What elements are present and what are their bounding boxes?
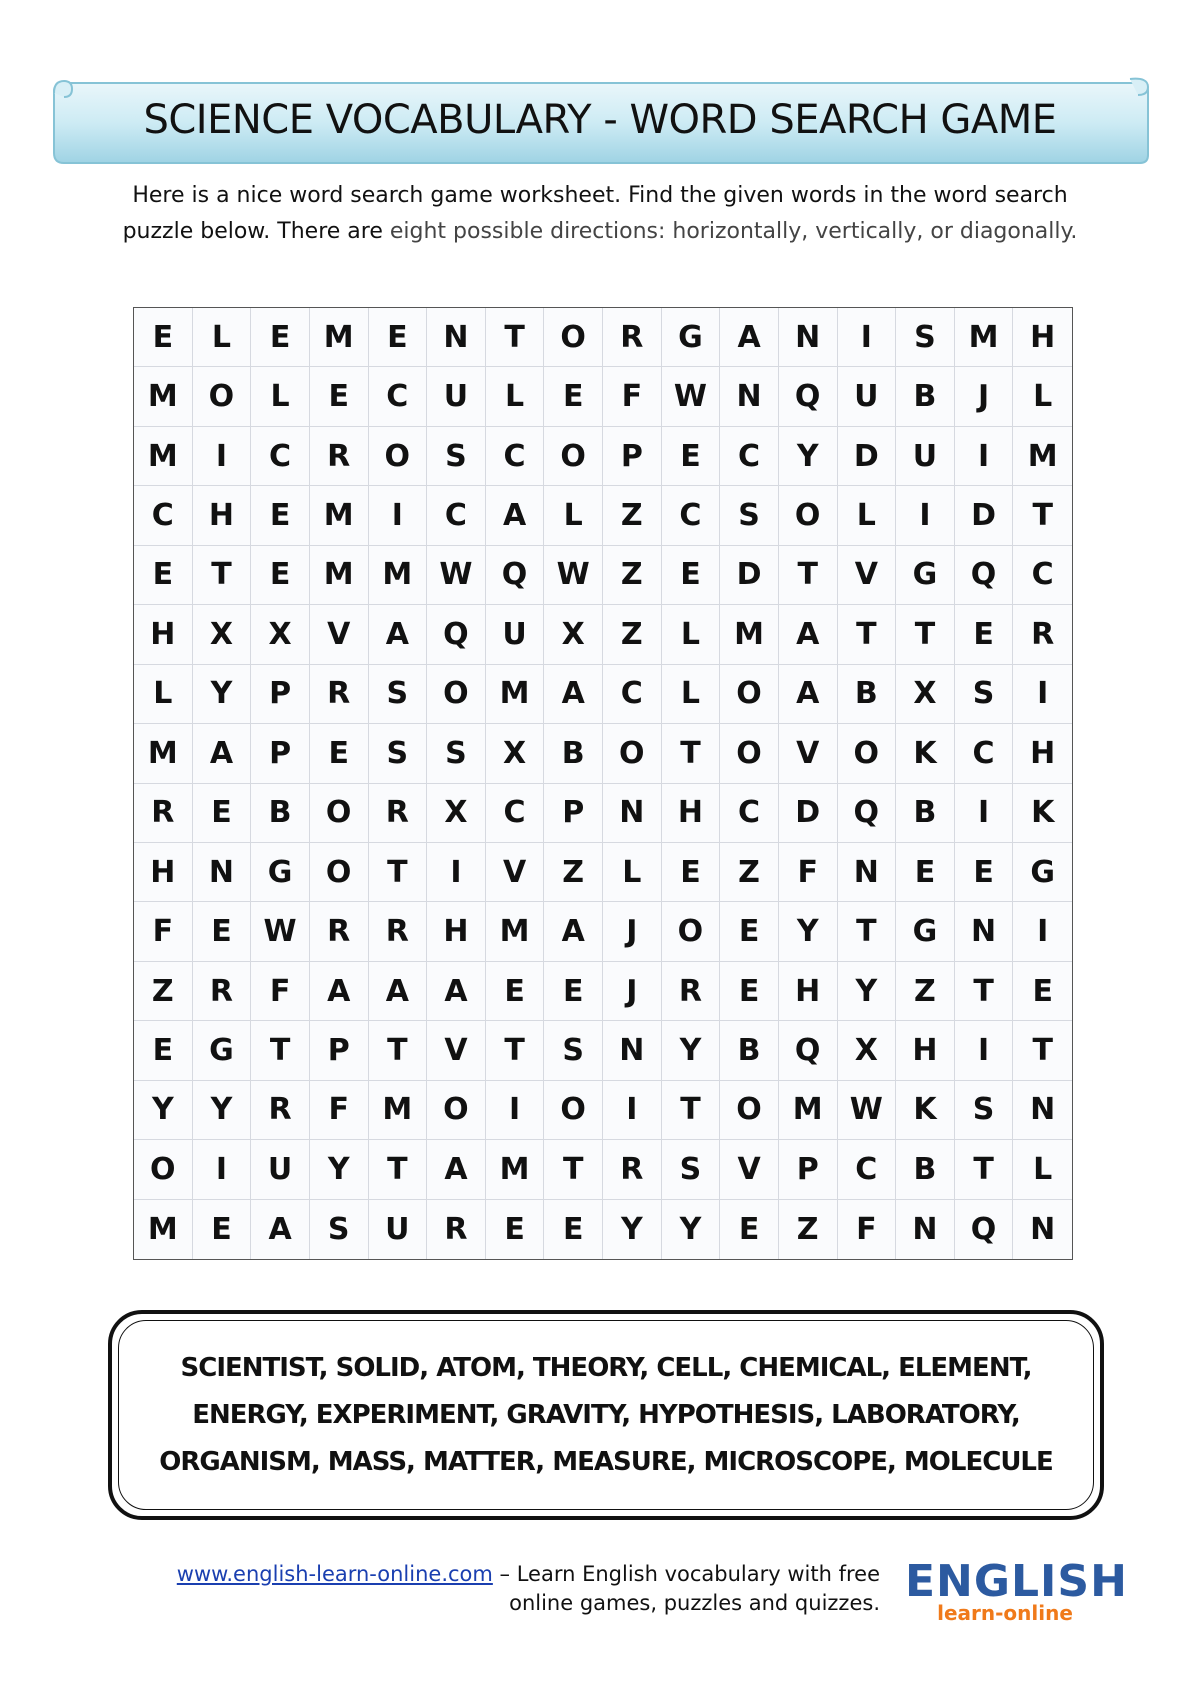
grid-cell: T (955, 962, 1014, 1021)
grid-cell: O (544, 308, 603, 367)
grid-cell: Y (193, 1081, 252, 1140)
grid-cell: B (544, 724, 603, 783)
grid-cell: L (251, 367, 310, 426)
grid-cell: N (603, 1021, 662, 1080)
brand-logo (905, 1556, 1128, 1625)
grid-cell: Y (310, 1140, 369, 1199)
grid-cell: T (369, 1021, 428, 1080)
grid-cell: A (427, 1140, 486, 1199)
grid-cell: A (720, 308, 779, 367)
grid-cell: G (896, 546, 955, 605)
grid-cell: I (1013, 902, 1072, 961)
grid-cell: I (193, 1140, 252, 1199)
grid-cell: L (662, 665, 721, 724)
logo-sub-text: learn-online (937, 1601, 1073, 1625)
grid-cell: L (603, 843, 662, 902)
grid-cell: E (544, 1200, 603, 1259)
grid-cell: E (662, 843, 721, 902)
grid-cell: E (193, 1200, 252, 1259)
grid-cell: Z (544, 843, 603, 902)
grid-cell: H (1013, 724, 1072, 783)
grid-cell: Q (486, 546, 545, 605)
grid-cell: M (134, 367, 193, 426)
grid-cell: R (369, 902, 428, 961)
grid-cell: W (251, 902, 310, 961)
grid-cell: I (427, 843, 486, 902)
grid-cell: R (193, 962, 252, 1021)
grid-cell: M (369, 546, 428, 605)
grid-cell: O (662, 902, 721, 961)
grid-cell: P (544, 784, 603, 843)
grid-cell: A (369, 605, 428, 664)
grid-cell: S (427, 724, 486, 783)
grid-cell: M (486, 665, 545, 724)
grid-cell: A (193, 724, 252, 783)
grid-cell: H (427, 902, 486, 961)
grid-cell: M (486, 902, 545, 961)
grid-cell: T (955, 1140, 1014, 1199)
grid-cell: R (310, 665, 369, 724)
grid-cell: X (251, 605, 310, 664)
grid-cell: C (662, 486, 721, 545)
grid-cell: S (369, 665, 428, 724)
grid-cell: R (134, 784, 193, 843)
grid-cell: L (544, 486, 603, 545)
word-list-line: ORGANISM, MASS, MATTER, MEASURE, MICROSCOPE, MOLECULE (159, 1446, 1053, 1477)
grid-cell: Z (779, 1200, 838, 1259)
word-list-box (108, 1310, 1104, 1520)
grid-cell: G (662, 308, 721, 367)
grid-cell: A (544, 665, 603, 724)
grid-cell: I (486, 1081, 545, 1140)
grid-cell: T (544, 1140, 603, 1199)
grid-cell: Z (603, 605, 662, 664)
grid-cell: Y (838, 962, 897, 1021)
grid-cell: H (134, 843, 193, 902)
grid-cell: O (838, 724, 897, 783)
word-list-line: SCIENTIST, SOLID, ATOM, THEORY, CELL, CHEMICAL, ELEMENT, (180, 1352, 1032, 1383)
grid-cell: O (310, 784, 369, 843)
grid-cell: A (779, 665, 838, 724)
grid-cell: Y (662, 1021, 721, 1080)
grid-cell: T (486, 1021, 545, 1080)
grid-cell: G (193, 1021, 252, 1080)
grid-cell: M (779, 1081, 838, 1140)
grid-cell: L (1013, 1140, 1072, 1199)
grid-cell: E (310, 367, 369, 426)
grid-cell: Q (427, 605, 486, 664)
grid-cell: G (896, 902, 955, 961)
grid-cell: S (544, 1021, 603, 1080)
grid-cell: H (779, 962, 838, 1021)
grid-cell: E (134, 1021, 193, 1080)
grid-cell: T (1013, 486, 1072, 545)
grid-cell: C (720, 427, 779, 486)
grid-cell: E (720, 902, 779, 961)
grid-cell: W (838, 1081, 897, 1140)
grid-cell: U (838, 367, 897, 426)
grid-cell: P (251, 724, 310, 783)
grid-cell: Q (955, 1200, 1014, 1259)
grid-cell: V (779, 724, 838, 783)
grid-cell: F (779, 843, 838, 902)
grid-cell: C (720, 784, 779, 843)
grid-cell: O (427, 665, 486, 724)
grid-cell: S (896, 308, 955, 367)
grid-cell: R (310, 902, 369, 961)
grid-cell: H (896, 1021, 955, 1080)
grid-cell: E (544, 962, 603, 1021)
grid-cell: Y (134, 1081, 193, 1140)
grid-cell: I (369, 486, 428, 545)
grid-cell: N (896, 1200, 955, 1259)
grid-cell: W (544, 546, 603, 605)
grid-cell: K (896, 1081, 955, 1140)
grid-cell: M (955, 308, 1014, 367)
grid-cell: Y (603, 1200, 662, 1259)
word-search-grid (133, 307, 1073, 1260)
grid-cell: L (1013, 367, 1072, 426)
grid-cell: S (310, 1200, 369, 1259)
grid-cell: O (720, 665, 779, 724)
grid-cell: C (486, 427, 545, 486)
grid-cell: M (134, 427, 193, 486)
grid-cell: I (193, 427, 252, 486)
grid-cell: O (310, 843, 369, 902)
grid-cell: I (896, 486, 955, 545)
grid-cell: T (369, 1140, 428, 1199)
grid-cell: J (955, 367, 1014, 426)
grid-cell: A (779, 605, 838, 664)
grid-cell: U (251, 1140, 310, 1199)
grid-cell: F (310, 1081, 369, 1140)
grid-cell: O (720, 1081, 779, 1140)
grid-cell: H (193, 486, 252, 545)
grid-cell: O (603, 724, 662, 783)
grid-cell: L (193, 308, 252, 367)
website-link[interactable]: www.english-learn-online.com (176, 1562, 493, 1586)
grid-cell: Y (779, 902, 838, 961)
grid-cell: T (193, 546, 252, 605)
grid-cell: A (251, 1200, 310, 1259)
grid-cell: E (1013, 962, 1072, 1021)
instructions-line-2-end: eight possible directions: horizontally, vertically, or diagonally. (389, 219, 1078, 244)
grid-cell: E (486, 1200, 545, 1259)
grid-cell: Z (134, 962, 193, 1021)
grid-cell: S (427, 427, 486, 486)
grid-cell: L (838, 486, 897, 545)
grid-cell: C (838, 1140, 897, 1199)
grid-cell: Y (779, 427, 838, 486)
grid-cell: X (838, 1021, 897, 1080)
grid-cell: M (310, 486, 369, 545)
grid-cell: F (838, 1200, 897, 1259)
grid-cell: S (955, 1081, 1014, 1140)
page-title: SCIENCE VOCABULARY - WORD SEARCH GAME (143, 97, 1057, 143)
grid-cell: Q (838, 784, 897, 843)
grid-cell: E (134, 546, 193, 605)
grid-cell: C (486, 784, 545, 843)
grid-cell: H (1013, 308, 1072, 367)
grid-cell: M (134, 724, 193, 783)
grid-cell: T (896, 605, 955, 664)
grid-cell: U (896, 427, 955, 486)
grid-cell: M (486, 1140, 545, 1199)
grid-cell: A (369, 962, 428, 1021)
grid-cell: N (720, 367, 779, 426)
grid-cell: M (720, 605, 779, 664)
grid-cell: O (779, 486, 838, 545)
grid-cell: O (427, 1081, 486, 1140)
footer-line-2: online games, puzzles and quizzes. (509, 1591, 880, 1615)
grid-cell: V (310, 605, 369, 664)
grid-cell: E (251, 546, 310, 605)
grid-cell: S (720, 486, 779, 545)
grid-cell: R (662, 962, 721, 1021)
grid-cell: N (955, 902, 1014, 961)
footer (100, 1560, 880, 1618)
grid-cell: D (955, 486, 1014, 545)
grid-cell: A (486, 486, 545, 545)
grid-cell: I (955, 1021, 1014, 1080)
grid-cell: L (486, 367, 545, 426)
grid-cell: E (486, 962, 545, 1021)
grid-cell: L (134, 665, 193, 724)
grid-cell: A (427, 962, 486, 1021)
grid-cell: E (720, 1200, 779, 1259)
grid-cell: B (838, 665, 897, 724)
grid-cell: C (955, 724, 1014, 783)
grid-cell: E (955, 605, 1014, 664)
grid-cell: M (369, 1081, 428, 1140)
instructions-line-1: Here is a nice word search game worksheet. Find the given words in the word search (132, 183, 1068, 208)
grid-cell: Y (193, 665, 252, 724)
grid-cell: P (779, 1140, 838, 1199)
grid-cell: I (955, 784, 1014, 843)
grid-cell: Z (720, 843, 779, 902)
grid-cell: C (251, 427, 310, 486)
grid-cell: E (193, 784, 252, 843)
grid-cell: Y (662, 1200, 721, 1259)
grid-cell: R (1013, 605, 1072, 664)
grid-cell: T (662, 1081, 721, 1140)
footer-line-1: – Learn English vocabulary with free (492, 1562, 880, 1586)
grid-cell: T (779, 546, 838, 605)
grid-cell: T (486, 308, 545, 367)
grid-cell: V (838, 546, 897, 605)
grid-cell: P (603, 427, 662, 486)
grid-cell: T (369, 843, 428, 902)
grid-cell: M (134, 1200, 193, 1259)
grid-cell: E (134, 308, 193, 367)
grid-cell: H (134, 605, 193, 664)
grid-cell: W (662, 367, 721, 426)
grid-cell: Q (779, 367, 838, 426)
grid-cell: B (896, 784, 955, 843)
grid-cell: R (427, 1200, 486, 1259)
grid-cell: U (369, 1200, 428, 1259)
grid-cell: C (369, 367, 428, 426)
grid-cell: B (896, 367, 955, 426)
grid-cell: A (544, 902, 603, 961)
grid-cell: X (486, 724, 545, 783)
grid-cell: R (310, 427, 369, 486)
grid-cell: E (720, 962, 779, 1021)
grid-cell: C (427, 486, 486, 545)
grid-cell: B (251, 784, 310, 843)
grid-cell: E (662, 427, 721, 486)
grid-cell: J (603, 962, 662, 1021)
grid-cell: Z (603, 486, 662, 545)
grid-cell: K (1013, 784, 1072, 843)
grid-cell: E (251, 486, 310, 545)
grid-cell: O (134, 1140, 193, 1199)
grid-cell: E (955, 843, 1014, 902)
grid-cell: N (1013, 1081, 1072, 1140)
grid-cell: E (310, 724, 369, 783)
grid-cell: C (603, 665, 662, 724)
grid-cell: N (603, 784, 662, 843)
grid-cell: D (720, 546, 779, 605)
grid-cell: O (193, 367, 252, 426)
word-list (118, 1320, 1094, 1510)
grid-cell: T (662, 724, 721, 783)
grid-cell: X (544, 605, 603, 664)
grid-cell: E (544, 367, 603, 426)
grid-cell: H (662, 784, 721, 843)
grid-cell: A (310, 962, 369, 1021)
grid-cell: D (779, 784, 838, 843)
grid-cell: S (955, 665, 1014, 724)
grid-cell: S (369, 724, 428, 783)
grid-cell: O (544, 427, 603, 486)
grid-cell: D (838, 427, 897, 486)
grid-cell: X (427, 784, 486, 843)
grid-cell: T (251, 1021, 310, 1080)
grid-cell: I (955, 427, 1014, 486)
grid-cell: V (486, 843, 545, 902)
grid-cell: P (310, 1021, 369, 1080)
grid-cell: N (1030, 1211, 1056, 1247)
grid-cell: O (369, 427, 428, 486)
grid-cell: K (896, 724, 955, 783)
grid-cell: T (838, 605, 897, 664)
grid-cell: I (838, 308, 897, 367)
grid-cell: E (251, 308, 310, 367)
grid-cell: N (193, 843, 252, 902)
grid-cell: C (1013, 546, 1072, 605)
grid-cell: N (838, 843, 897, 902)
grid-cell: F (603, 367, 662, 426)
grid-cell: R (369, 784, 428, 843)
grid-cell: T (838, 902, 897, 961)
grid-cell: Z (603, 546, 662, 605)
instructions (55, 178, 1145, 250)
grid-cell: X (193, 605, 252, 664)
grid-cell: J (603, 902, 662, 961)
logo-main-text: ENGLISH (905, 1556, 1128, 1607)
grid-cell: W (427, 546, 486, 605)
grid-cell: U (427, 367, 486, 426)
grid-cell: R (603, 308, 662, 367)
grid-cell: B (720, 1021, 779, 1080)
grid-cell: M (310, 546, 369, 605)
grid-cell: N (427, 308, 486, 367)
instructions-line-2-start: puzzle below. There are (122, 219, 390, 244)
grid-cell: M (310, 308, 369, 367)
grid-cell: I (1013, 665, 1072, 724)
grid-cell: S (662, 1140, 721, 1199)
grid-cell: R (251, 1081, 310, 1140)
grid-cell: C (134, 486, 193, 545)
grid-cell: O (544, 1081, 603, 1140)
grid-cell: I (603, 1081, 662, 1140)
word-list-line: ENERGY, EXPERIMENT, GRAVITY, HYPOTHESIS, LABORATORY, (192, 1399, 1020, 1430)
grid-cell: Z (896, 962, 955, 1021)
grid-cell: E (193, 902, 252, 961)
grid-cell: T (1013, 1021, 1072, 1080)
title-banner (50, 75, 1150, 165)
grid-cell: O (720, 724, 779, 783)
grid-cell: X (896, 665, 955, 724)
grid-cell: G (1013, 843, 1072, 902)
grid-cell: N (779, 308, 838, 367)
grid-cell: B (896, 1140, 955, 1199)
grid-cell: P (251, 665, 310, 724)
grid-cell: L (662, 605, 721, 664)
grid-cell: V (720, 1140, 779, 1199)
grid-cell: Q (955, 546, 1014, 605)
grid-cell: M (1013, 427, 1072, 486)
grid-cell: G (251, 843, 310, 902)
grid-cell: E (662, 546, 721, 605)
grid-cell: Q (779, 1021, 838, 1080)
grid-cell: F (251, 962, 310, 1021)
grid-cell: F (134, 902, 193, 961)
grid-cell: E (369, 308, 428, 367)
grid-cell: V (427, 1021, 486, 1080)
grid-cell: U (486, 605, 545, 664)
grid-cell: R (603, 1140, 662, 1199)
grid-cell: E (896, 843, 955, 902)
